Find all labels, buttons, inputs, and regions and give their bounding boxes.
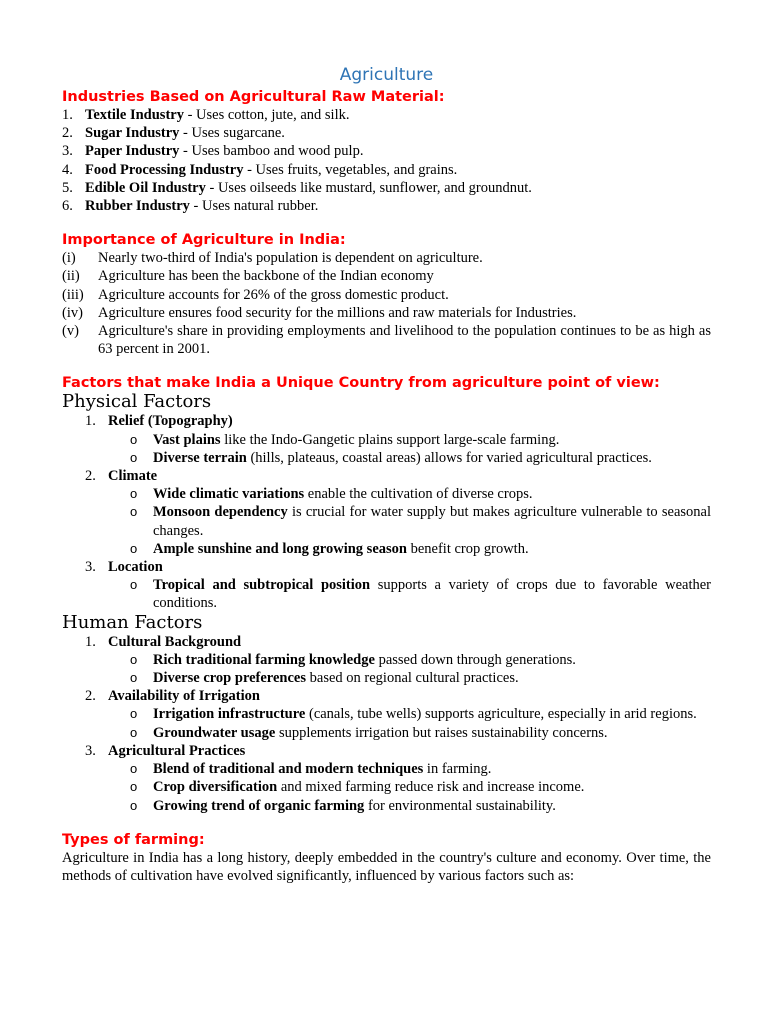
bullet-bold: Growing trend of organic farming (153, 797, 365, 814)
industry-desc: - Uses oilseeds like mustard, sunflower, and groundnut. (205, 179, 532, 196)
bullet-icon: o (130, 449, 138, 465)
bullet-icon: o (130, 724, 138, 740)
list-item (62, 322, 711, 358)
factor-group-name: Relief (Topography) (108, 413, 233, 430)
industry-desc: - Uses fruits, vegetables, and grains. (243, 161, 458, 178)
bullet-bold: Monsoon dependency (153, 504, 288, 521)
list-number: (i) (62, 250, 76, 267)
importance-list (62, 249, 711, 358)
bullet-item (62, 669, 711, 687)
factor-group (62, 558, 711, 576)
list-item (62, 286, 711, 304)
bullet-item (62, 431, 711, 449)
factor-group (62, 467, 711, 485)
factor-group-name: Availability of Irrigation (108, 688, 260, 705)
bullet-item (62, 651, 711, 669)
list-item (62, 249, 711, 267)
industry-name: Rubber Industry (85, 198, 190, 215)
industry-desc: - Uses cotton, jute, and silk. (183, 107, 350, 123)
factor-group-name: Climate (108, 468, 158, 485)
list-text: Agriculture ensures food security for the millions and raw materials for Industries. (98, 304, 577, 321)
list-text: Agriculture has been the backbone of the Indian economy (98, 268, 434, 285)
list-number: 4. (62, 161, 73, 178)
factor-group (62, 742, 711, 760)
factors-heading: Factors that make India a Unique Country from agriculture point of view: (62, 375, 660, 392)
bullet-text: (hills, plateaus, coastal areas) allows for varied agricultural practices. (246, 449, 652, 466)
bullet-bold: Vast plains (153, 431, 221, 448)
industries-heading: Industries Based on Agricultural Raw Material: (62, 89, 445, 105)
bullet-bold: Irrigation infrastructure (153, 706, 306, 723)
bullet-icon: o (130, 486, 138, 502)
list-number: (iii) (62, 286, 84, 303)
list-text: Agriculture accounts for 26% of the gross domestic product. (98, 286, 449, 303)
document-title: Agriculture (339, 65, 434, 85)
list-item (62, 106, 711, 124)
list-number: 3. (85, 742, 96, 759)
bullet-icon: o (130, 540, 138, 556)
bullet-icon: o (130, 651, 138, 667)
bullet-icon: o (130, 797, 138, 813)
industry-desc: - Uses natural rubber. (189, 198, 319, 215)
bullet-item (62, 778, 711, 796)
bullet-icon: o (130, 431, 138, 447)
list-number: (v) (62, 323, 79, 340)
list-item (62, 304, 711, 322)
bullet-text: (canals, tube wells) supports agriculture, especially in arid regions. (305, 706, 697, 723)
list-number: 2. (85, 688, 96, 705)
bullet-bold: Ample sunshine and long growing season (153, 540, 407, 557)
bullet-text: for environmental sustainability. (364, 797, 556, 814)
list-item (62, 267, 711, 285)
list-item (62, 142, 711, 160)
bullet-text: enable the cultivation of diverse crops. (304, 486, 533, 503)
bullet-text: like the Indo-Gangetic plains support large-scale farming. (220, 431, 560, 448)
bullet-text: passed down through generations. (374, 651, 576, 668)
bullet-text: supports a variety of crops due to favorable weather conditions. (153, 577, 711, 612)
list-item (62, 179, 711, 197)
industry-desc: - Uses sugarcane. (179, 125, 285, 142)
document-page (62, 62, 711, 885)
bullet-bold: Tropical and subtropical position (153, 577, 371, 594)
list-item (62, 161, 711, 179)
bullet-bold: Blend of traditional and modern techniques (153, 761, 424, 778)
list-item (62, 197, 711, 215)
bullet-bold: Diverse terrain (153, 449, 247, 466)
list-number: 2. (85, 468, 96, 485)
list-text: Agriculture's share in providing employments and livelihood to the population continues to be as high as 63 percent in 2001. (98, 323, 711, 358)
industry-name: Sugar Industry (85, 125, 180, 142)
bullet-text: benefit crop growth. (406, 540, 529, 557)
list-number: 1. (85, 633, 96, 650)
bullet-text: is crucial for water supply but makes agriculture vulnerable to seasonal changes. (153, 504, 712, 539)
bullet-bold: Rich traditional farming knowledge (153, 651, 375, 668)
list-number: (ii) (62, 268, 80, 285)
factor-group-name: Cultural Background (108, 633, 242, 650)
industry-name: Textile Industry (85, 107, 184, 123)
bullet-bold: Diverse crop preferences (153, 670, 307, 687)
bullet-icon: o (130, 761, 138, 777)
bullet-icon: o (130, 504, 138, 520)
factor-group-name: Agricultural Practices (108, 742, 246, 759)
industries-list (62, 106, 711, 215)
bullet-item (62, 760, 711, 778)
list-number: 1. (85, 413, 96, 430)
list-number: 3. (85, 559, 96, 576)
bullet-item (62, 705, 711, 723)
factor-group (62, 633, 711, 651)
bullet-item (62, 503, 711, 539)
bullet-bold: Wide climatic variations (153, 486, 305, 503)
bullet-icon: o (130, 706, 138, 722)
industry-desc: - Uses bamboo and wood pulp. (179, 143, 364, 160)
types-paragraph: Agriculture in India has a long history, deeply embedded in the country's culture and economy. Over time, the methods of cultivation have evolved significantly, influenced by various factors such as: (62, 849, 711, 884)
bullet-item (62, 724, 711, 742)
bullet-bold: Groundwater usage (153, 724, 276, 741)
list-item (62, 124, 711, 142)
list-number: (iv) (62, 304, 83, 321)
bullet-text: based on regional cultural practices. (306, 670, 519, 687)
bullet-text: supplements irrigation but raises sustainability concerns. (275, 724, 608, 741)
types-heading: Types of farming: (62, 831, 205, 848)
factor-group-name: Location (108, 559, 163, 576)
list-number: 2. (62, 125, 73, 142)
factor-group (62, 687, 711, 705)
bullet-icon: o (130, 670, 138, 686)
human-factors-title: Human Factors (62, 611, 203, 633)
importance-heading: Importance of Agriculture in India: (62, 232, 346, 249)
industry-name: Paper Industry (85, 143, 180, 160)
bullet-text: and mixed farming reduce risk and increase income. (277, 779, 585, 796)
bullet-item (62, 576, 711, 612)
list-number: 1. (62, 107, 73, 123)
list-number: 6. (62, 198, 73, 215)
bullet-item (62, 797, 711, 815)
bullet-bold: Crop diversification (153, 779, 278, 796)
list-number: 3. (62, 143, 73, 160)
bullet-text: in farming. (423, 761, 492, 778)
factor-group (62, 412, 711, 430)
list-number: 5. (62, 179, 73, 196)
bullet-item (62, 540, 711, 558)
bullet-icon: o (130, 577, 138, 593)
physical-factors-title: Physical Factors (62, 391, 212, 413)
bullet-item (62, 485, 711, 503)
list-text: Nearly two-third of India's population is dependent on agriculture. (98, 250, 483, 267)
industry-name: Edible Oil Industry (85, 179, 206, 196)
bullet-icon: o (130, 779, 138, 795)
bullet-item (62, 449, 711, 467)
industry-name: Food Processing Industry (85, 161, 244, 178)
